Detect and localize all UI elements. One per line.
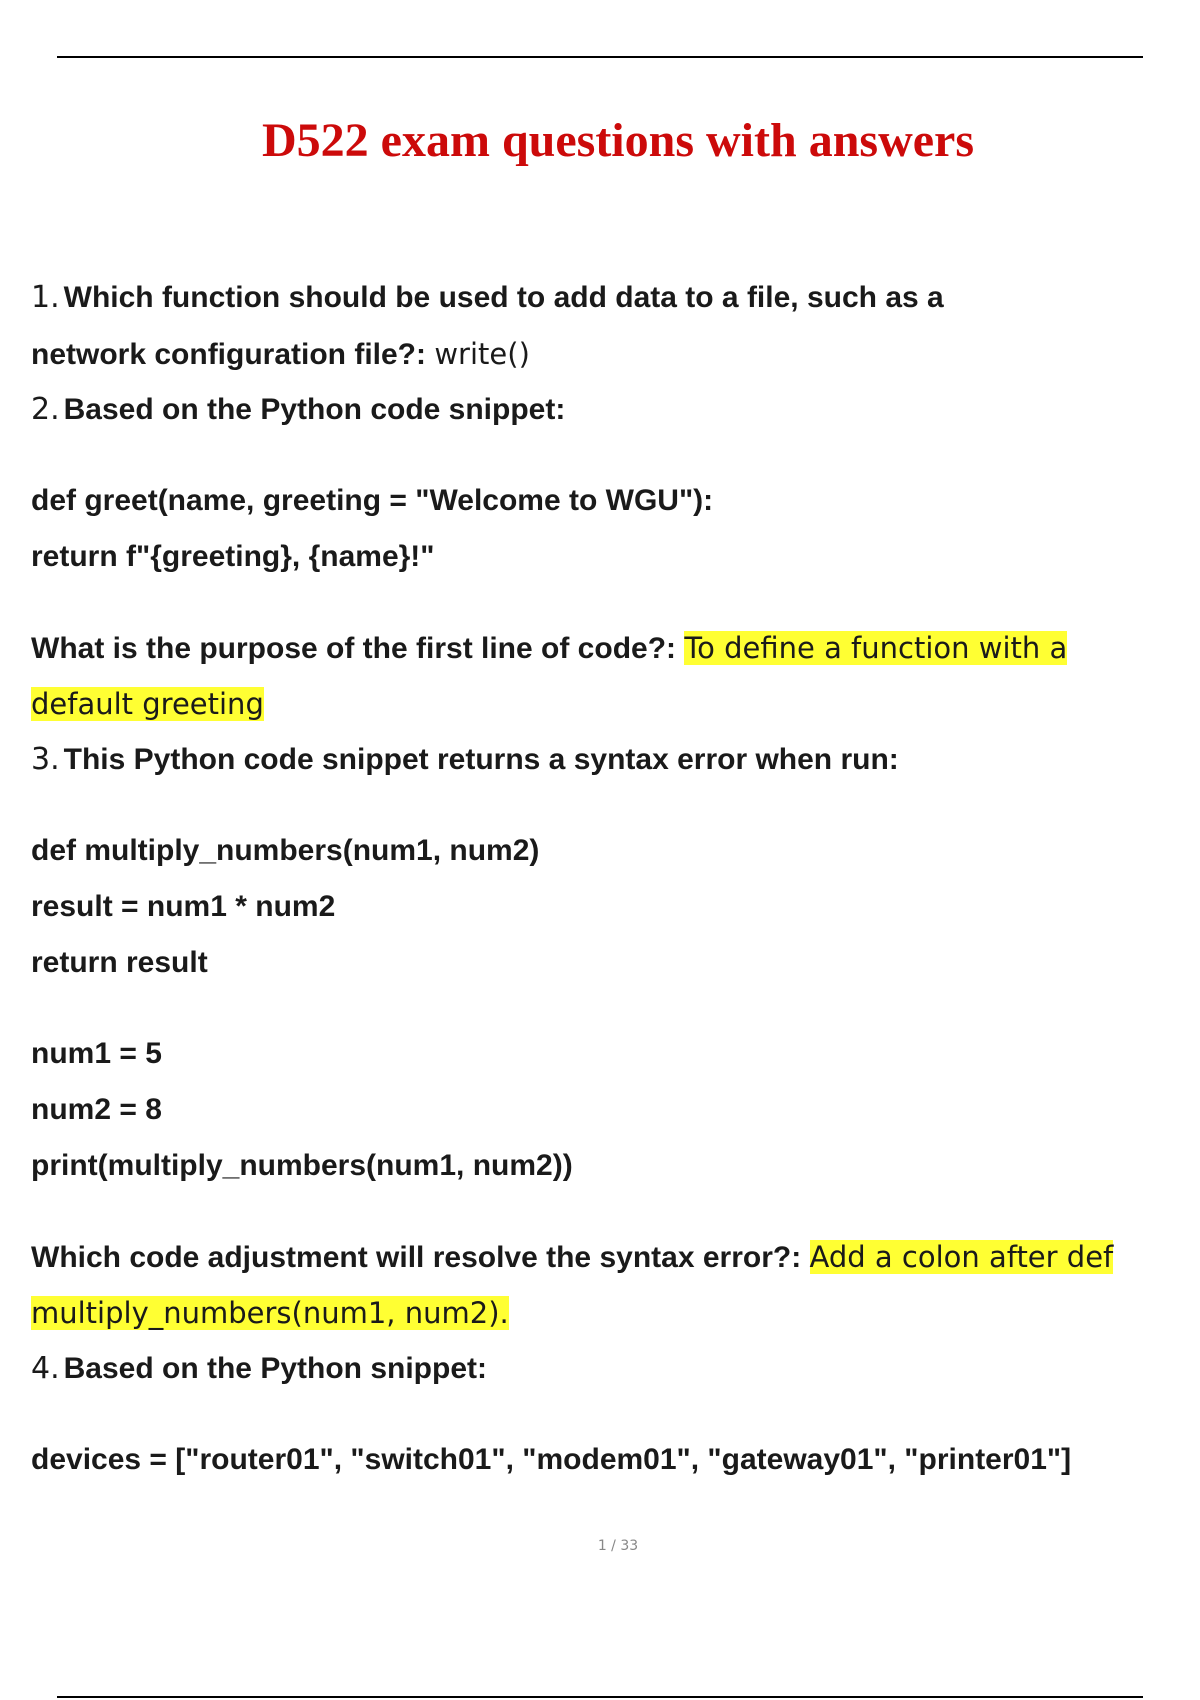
question-text: This Python code snippet returns a syntax error when run:	[63, 743, 899, 776]
question-2-prompt	[31, 620, 1200, 676]
question-text: What is the purpose of the first line of code?:	[31, 632, 677, 665]
question-text: network configuration file?:	[31, 338, 426, 371]
page-indicator: 1 / 33	[597, 1538, 639, 1554]
spacer	[31, 1397, 1200, 1432]
code-line: result = num1 * num2	[31, 890, 336, 923]
question-1-continued	[31, 326, 1200, 382]
question-number: 2.	[31, 392, 60, 427]
code-line: def greet(name, greeting = "Welcome to WGU"):	[31, 484, 714, 517]
question-text: Which code adjustment will resolve the syntax error?:	[31, 1241, 802, 1274]
code-line: def multiply_numbers(num1, num2)	[31, 834, 540, 867]
document-body	[31, 270, 1200, 1488]
top-rule	[57, 56, 1143, 58]
question-2	[31, 382, 1200, 438]
highlighted-answer: multiply_numbers(num1, num2).	[31, 1296, 509, 1330]
spacer	[31, 585, 1200, 620]
question-3-answer-continued	[31, 1285, 1200, 1341]
code-line: print(multiply_numbers(num1, num2))	[31, 1149, 573, 1182]
question-1	[31, 270, 1200, 326]
code-line: devices = ["router01", "switch01", "modem01", "gateway01", "printer01"]	[31, 1443, 1072, 1476]
spacer	[31, 991, 1200, 1026]
code-line: return result	[31, 946, 208, 979]
spacer	[31, 438, 1200, 473]
document-title: D522 exam questions with answers	[261, 114, 975, 167]
code-line: return f"{greeting}, {name}!"	[31, 540, 435, 573]
highlighted-answer: default greeting	[31, 687, 264, 721]
spacer	[31, 788, 1200, 823]
question-number: 4.	[31, 1351, 60, 1386]
highlighted-answer: To define a function with a	[684, 631, 1068, 665]
question-text: Based on the Python code snippet:	[63, 393, 566, 426]
question-number: 3.	[31, 742, 60, 777]
question-text: Which function should be used to add data to a file, such as a	[63, 281, 944, 314]
code-line: num1 = 5	[31, 1037, 162, 1070]
highlighted-answer: Add a colon after def	[809, 1240, 1114, 1274]
question-3-prompt	[31, 1229, 1200, 1285]
question-number: 1.	[31, 280, 60, 315]
question-text: Based on the Python snippet:	[63, 1352, 487, 1385]
question-4	[31, 1341, 1200, 1397]
question-2-answer-continued	[31, 676, 1200, 732]
code-line: num2 = 8	[31, 1093, 162, 1126]
bottom-rule	[57, 1696, 1143, 1698]
spacer	[31, 1194, 1200, 1229]
question-3	[31, 732, 1200, 788]
answer-text: write()	[434, 337, 530, 371]
